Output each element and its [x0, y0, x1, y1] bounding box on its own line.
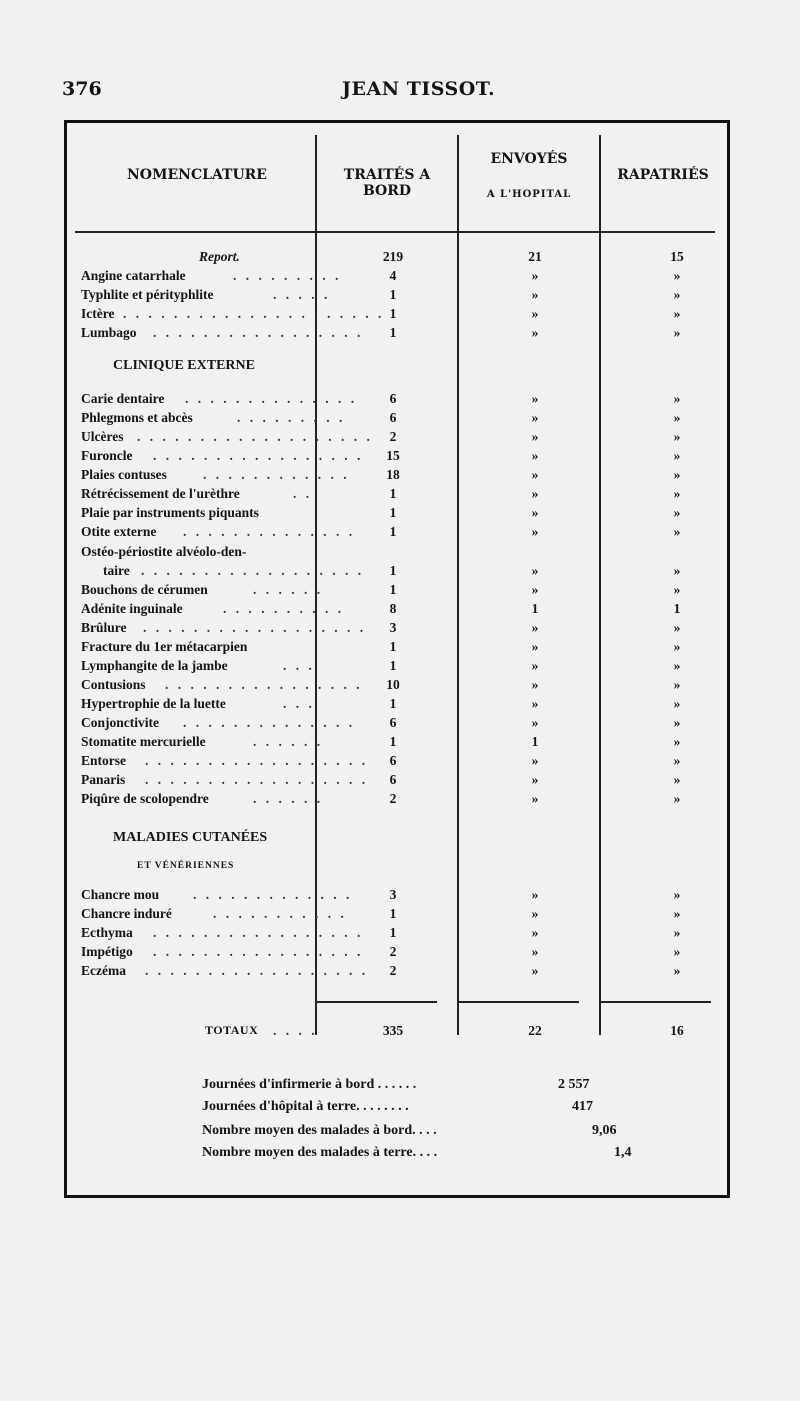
- dot-leader: . . . .: [273, 1023, 318, 1038]
- row-label: Conjonctivite: [81, 715, 159, 730]
- dot-leader: . . . . . . . . . . . . . . . . . . . . .: [123, 306, 385, 321]
- table-row: [81, 715, 721, 734]
- dot-leader: . . . . . . . . . . . . . . . . .: [153, 448, 364, 463]
- cell-traites: 1: [389, 563, 397, 578]
- cell-rapatries: »: [673, 486, 681, 501]
- cell-rapatries: »: [673, 524, 681, 539]
- row-label: Hypertrophie de la luette: [81, 696, 226, 711]
- row-label: Lymphangite de la jambe: [81, 658, 228, 673]
- cell-traites: 6: [389, 715, 397, 730]
- cell-rapatries: »: [673, 715, 681, 730]
- cell-traites: 1: [389, 287, 397, 302]
- dot-leader: . . . . . . . . . . . . . .: [183, 715, 356, 730]
- summary-label: Journées d'infirmerie à bord . . . . . .: [202, 1077, 417, 1092]
- cell-traites: 3: [389, 887, 397, 902]
- cell-rapatries: »: [673, 410, 681, 425]
- table-row: [81, 944, 721, 963]
- cell-rapatries: »: [673, 791, 681, 806]
- cell-traites: 10: [386, 677, 400, 692]
- cell-rapatries: »: [673, 963, 681, 978]
- dot-leader: . . . . . . . . . . . . . . . . . . .: [137, 429, 373, 444]
- table-row: [81, 753, 721, 772]
- cell-rapatries: »: [673, 677, 681, 692]
- section-title-maladies-cutanees: MALADIES CUTANÉES: [113, 830, 268, 845]
- cell-rapatries: »: [673, 287, 681, 302]
- summary-line: [202, 1123, 642, 1143]
- totals-row: [81, 1023, 721, 1042]
- cell-traites: 2: [389, 963, 397, 978]
- dot-leader: . . . . . .: [253, 582, 324, 597]
- dot-leader: . . . . . . . . . . . . .: [193, 887, 353, 902]
- table-row: [81, 963, 721, 982]
- summary-line: [202, 1145, 642, 1165]
- row-label: Contusions: [81, 677, 146, 692]
- cell-envoyes: »: [531, 325, 539, 340]
- cell-envoyes: »: [531, 906, 539, 921]
- table-row: [81, 391, 721, 410]
- row-label: Chancre induré: [81, 906, 172, 921]
- dot-leader: . . . . . . . . . . . . . . . . . .: [145, 772, 369, 787]
- dot-leader: . . . . . . . . . . . . . . . . . .: [143, 620, 367, 635]
- cell-envoyes: »: [531, 963, 539, 978]
- table-row: [81, 410, 721, 429]
- cell-envoyes: 22: [528, 1023, 542, 1038]
- dot-leader: . . . . .: [273, 287, 331, 302]
- cell-rapatries: »: [673, 448, 681, 463]
- cell-rapatries: »: [673, 467, 681, 482]
- summary-line: [202, 1099, 642, 1119]
- section-subtitle-venериennes: ET VÉNÉRIENNES: [137, 861, 235, 871]
- cell-traites: 1: [389, 658, 397, 673]
- cell-rapatries: »: [673, 391, 681, 406]
- row-label: Brûlure: [81, 620, 127, 635]
- row-label: Ostéo-périostite alvéolo-den-: [81, 544, 247, 559]
- summary-line: [202, 1077, 642, 1097]
- page-number: 376: [62, 78, 102, 100]
- cell-envoyes: »: [531, 287, 539, 302]
- cell-traites: 6: [389, 753, 397, 768]
- section-title-clinique-externe: CLINIQUE EXTERNE: [113, 358, 255, 373]
- row-label: Otite externe: [81, 524, 157, 539]
- row-label: Entorse: [81, 753, 126, 768]
- report-row: [81, 249, 721, 268]
- cell-envoyes: »: [531, 467, 539, 482]
- table-row: [81, 325, 721, 344]
- cell-traites: 1: [389, 906, 397, 921]
- dot-leader: . . . . . . . . . . . . . . . .: [165, 677, 363, 692]
- table-row: [81, 467, 721, 486]
- cell-envoyes: »: [531, 563, 539, 578]
- summary-label: Nombre moyen des malades à terre. . . .: [202, 1145, 438, 1160]
- cell-envoyes: »: [531, 887, 539, 902]
- dot-leader: . . .: [283, 696, 315, 711]
- cell-rapatries: »: [673, 944, 681, 959]
- cell-traites: 2: [389, 429, 397, 444]
- dot-leader: . . . . . . . . . . . . . . . . .: [153, 925, 364, 940]
- dot-leader: . . . . . . . . . . . .: [203, 467, 350, 482]
- header-nomenclature: NOMENCLATURE: [127, 167, 267, 183]
- table-row: [81, 448, 721, 467]
- cell-traites: 8: [389, 601, 397, 616]
- cell-traites: 6: [389, 391, 397, 406]
- cell-rapatries: »: [673, 429, 681, 444]
- table-row: [81, 582, 721, 601]
- dot-leader: . . . . . .: [253, 734, 324, 749]
- dot-leader: . . . . . . . . .: [233, 268, 342, 283]
- cell-traites: 1: [389, 582, 397, 597]
- dot-leader: . . . . . . . . . .: [223, 601, 345, 616]
- cell-rapatries: »: [673, 563, 681, 578]
- table-row: [81, 696, 721, 715]
- cell-traites: 3: [389, 620, 397, 635]
- row-label: Adénite inguinale: [81, 601, 183, 616]
- cell-envoyes: »: [531, 715, 539, 730]
- dot-leader: . . .: [283, 658, 315, 673]
- cell-traites: 1: [389, 505, 397, 520]
- table-row: [81, 268, 721, 287]
- cell-rapatries: »: [673, 906, 681, 921]
- dot-leader: . . . . . . . . . . . . . .: [183, 524, 356, 539]
- cell-envoyes: »: [531, 410, 539, 425]
- table-row: [81, 524, 721, 543]
- row-label: Stomatite mercurielle: [81, 734, 206, 749]
- dot-leader: . . . . . . . . . . . . . . . . .: [153, 944, 364, 959]
- table-row: [81, 906, 721, 925]
- cell-rapatries: »: [673, 772, 681, 787]
- cell-rapatries: 15: [670, 249, 684, 264]
- cell-envoyes: »: [531, 486, 539, 501]
- cell-traites: 1: [389, 486, 397, 501]
- row-label: Chancre mou: [81, 887, 160, 902]
- cell-envoyes: »: [531, 268, 539, 283]
- table-row: [81, 734, 721, 753]
- cell-traites: 1: [389, 925, 397, 940]
- cell-traites: 2: [389, 791, 397, 806]
- table-row: [81, 505, 721, 524]
- cell-rapatries: »: [673, 639, 681, 654]
- table-row-continued: [81, 544, 721, 563]
- cell-traites: 1: [389, 524, 397, 539]
- row-label: Phlegmons et abcès: [81, 410, 193, 425]
- table-row: [81, 601, 721, 620]
- cell-rapatries: »: [673, 925, 681, 940]
- cell-envoyes: »: [531, 620, 539, 635]
- cell-envoyes: »: [531, 658, 539, 673]
- row-label: Rétrécissement de l'urèthre: [81, 486, 240, 501]
- cell-rapatries: »: [673, 582, 681, 597]
- report-label: Report.: [199, 249, 240, 264]
- cell-envoyes: »: [531, 582, 539, 597]
- table-row: [81, 429, 721, 448]
- cell-rapatries: »: [673, 658, 681, 673]
- cell-rapatries: 16: [670, 1023, 684, 1038]
- summary-label: Nombre moyen des malades à bord. . . .: [202, 1123, 437, 1138]
- dot-leader: . . . . . . . . .: [237, 410, 346, 425]
- cell-envoyes: 1: [531, 734, 539, 749]
- cell-traites: 1: [389, 325, 397, 340]
- row-label: Bouchons de cérumen: [81, 582, 208, 597]
- cell-envoyes: »: [531, 753, 539, 768]
- table-row: [81, 620, 721, 639]
- cell-envoyes: »: [531, 677, 539, 692]
- table-row: [81, 677, 721, 696]
- cell-rapatries: »: [673, 696, 681, 711]
- cell-envoyes: »: [531, 505, 539, 520]
- cell-envoyes: »: [531, 772, 539, 787]
- header-rapatries: RAPATRIÉS: [617, 167, 709, 183]
- cell-traites: 1: [389, 734, 397, 749]
- dot-leader: . . . . . . . . . . . . . . . . . .: [141, 563, 365, 578]
- summary-value: 1,4: [614, 1145, 632, 1160]
- page-header: [62, 78, 722, 108]
- cell-envoyes: »: [531, 791, 539, 806]
- table-row: [81, 925, 721, 944]
- cell-envoyes: »: [531, 944, 539, 959]
- table-row: [81, 639, 721, 658]
- row-label: Carie dentaire: [81, 391, 165, 406]
- cell-envoyes: »: [531, 429, 539, 444]
- cell-envoyes: »: [531, 925, 539, 940]
- row-label: taire: [103, 563, 130, 578]
- cell-traites: 1: [389, 306, 397, 321]
- row-label: Piqûre de scolopendre: [81, 791, 209, 806]
- cell-envoyes: »: [531, 448, 539, 463]
- table-row: [81, 287, 721, 306]
- table-row: [81, 563, 721, 582]
- cell-envoyes: 21: [528, 249, 542, 264]
- cell-traites: 219: [382, 249, 404, 264]
- cell-traites: 1: [389, 696, 397, 711]
- row-label: Plaie par instruments piquants: [81, 505, 259, 520]
- dot-leader: . . . . . .: [253, 791, 324, 806]
- cell-traites: 6: [389, 772, 397, 787]
- dot-leader: . . . . . . . . . . . . . . . . . .: [145, 963, 369, 978]
- cell-rapatries: »: [673, 505, 681, 520]
- summary-value: 417: [572, 1099, 593, 1114]
- cell-traites: 4: [389, 268, 397, 283]
- row-label: Typhlite et pérityphlite: [81, 287, 214, 302]
- dot-leader: . . . . . . . . . . . . . .: [185, 391, 358, 406]
- table-row: [81, 486, 721, 505]
- cell-traites: 15: [386, 448, 400, 463]
- cell-envoyes: »: [531, 639, 539, 654]
- summary-value: 2 557: [558, 1077, 590, 1092]
- cell-traites: 18: [386, 467, 400, 482]
- cell-traites: 6: [389, 410, 397, 425]
- header-traites: TRAITÉS A BORD: [343, 167, 431, 199]
- header-envoyes: ENVOYÉS: [490, 151, 568, 167]
- cell-traites: 335: [382, 1023, 404, 1038]
- row-label: Ictère: [81, 306, 115, 321]
- cell-rapatries: »: [673, 620, 681, 635]
- totals-label: TOTAUX: [205, 1023, 259, 1037]
- cell-rapatries: »: [673, 306, 681, 321]
- cell-rapatries: »: [673, 887, 681, 902]
- row-label: Angine catarrhale: [81, 268, 186, 283]
- cell-rapatries: »: [673, 325, 681, 340]
- dot-leader: . . . . . . . . . . .: [213, 906, 347, 921]
- table-row: [81, 791, 721, 810]
- dot-leader: . .: [293, 486, 313, 501]
- row-label: Impétigo: [81, 944, 133, 959]
- cell-envoyes: 1: [531, 601, 539, 616]
- dot-leader: . . . . . . . . . . . . . . . . . .: [145, 753, 369, 768]
- row-label: Fracture du 1er métacarpien: [81, 639, 248, 654]
- cell-rapatries: »: [673, 268, 681, 283]
- summary-value: 9,06: [592, 1123, 617, 1138]
- row-label: Ecthyma: [81, 925, 133, 940]
- cell-envoyes: »: [531, 696, 539, 711]
- header-envoyes-sub: A L'HOPITAL: [486, 189, 572, 200]
- totals-rule: [459, 1001, 579, 1003]
- statistics-table: [64, 120, 730, 1198]
- cell-rapatries: »: [673, 734, 681, 749]
- table-row: [81, 887, 721, 906]
- cell-envoyes: »: [531, 524, 539, 539]
- row-label: Eczéma: [81, 963, 126, 978]
- totals-rule: [601, 1001, 711, 1003]
- cell-envoyes: »: [531, 391, 539, 406]
- row-label: Furoncle: [81, 448, 133, 463]
- summary-label: Journées d'hôpital à terre. . . . . . . .: [202, 1099, 409, 1114]
- row-label: Lumbago: [81, 325, 137, 340]
- cell-rapatries: 1: [673, 601, 681, 616]
- table-row: [81, 658, 721, 677]
- totals-rule: [317, 1001, 437, 1003]
- row-label: Panaris: [81, 772, 126, 787]
- dot-leader: . . . . . . . . . . . . . . . . .: [153, 325, 364, 340]
- cell-traites: 1: [389, 639, 397, 654]
- row-label: Plaies contuses: [81, 467, 167, 482]
- row-label: Ulcères: [81, 429, 124, 444]
- cell-traites: 2: [389, 944, 397, 959]
- cell-envoyes: »: [531, 306, 539, 321]
- running-title: JEAN TISSOT.: [342, 78, 496, 100]
- table-row: [81, 772, 721, 791]
- cell-rapatries: »: [673, 753, 681, 768]
- header-rule: [75, 231, 715, 233]
- table-row: [81, 306, 721, 325]
